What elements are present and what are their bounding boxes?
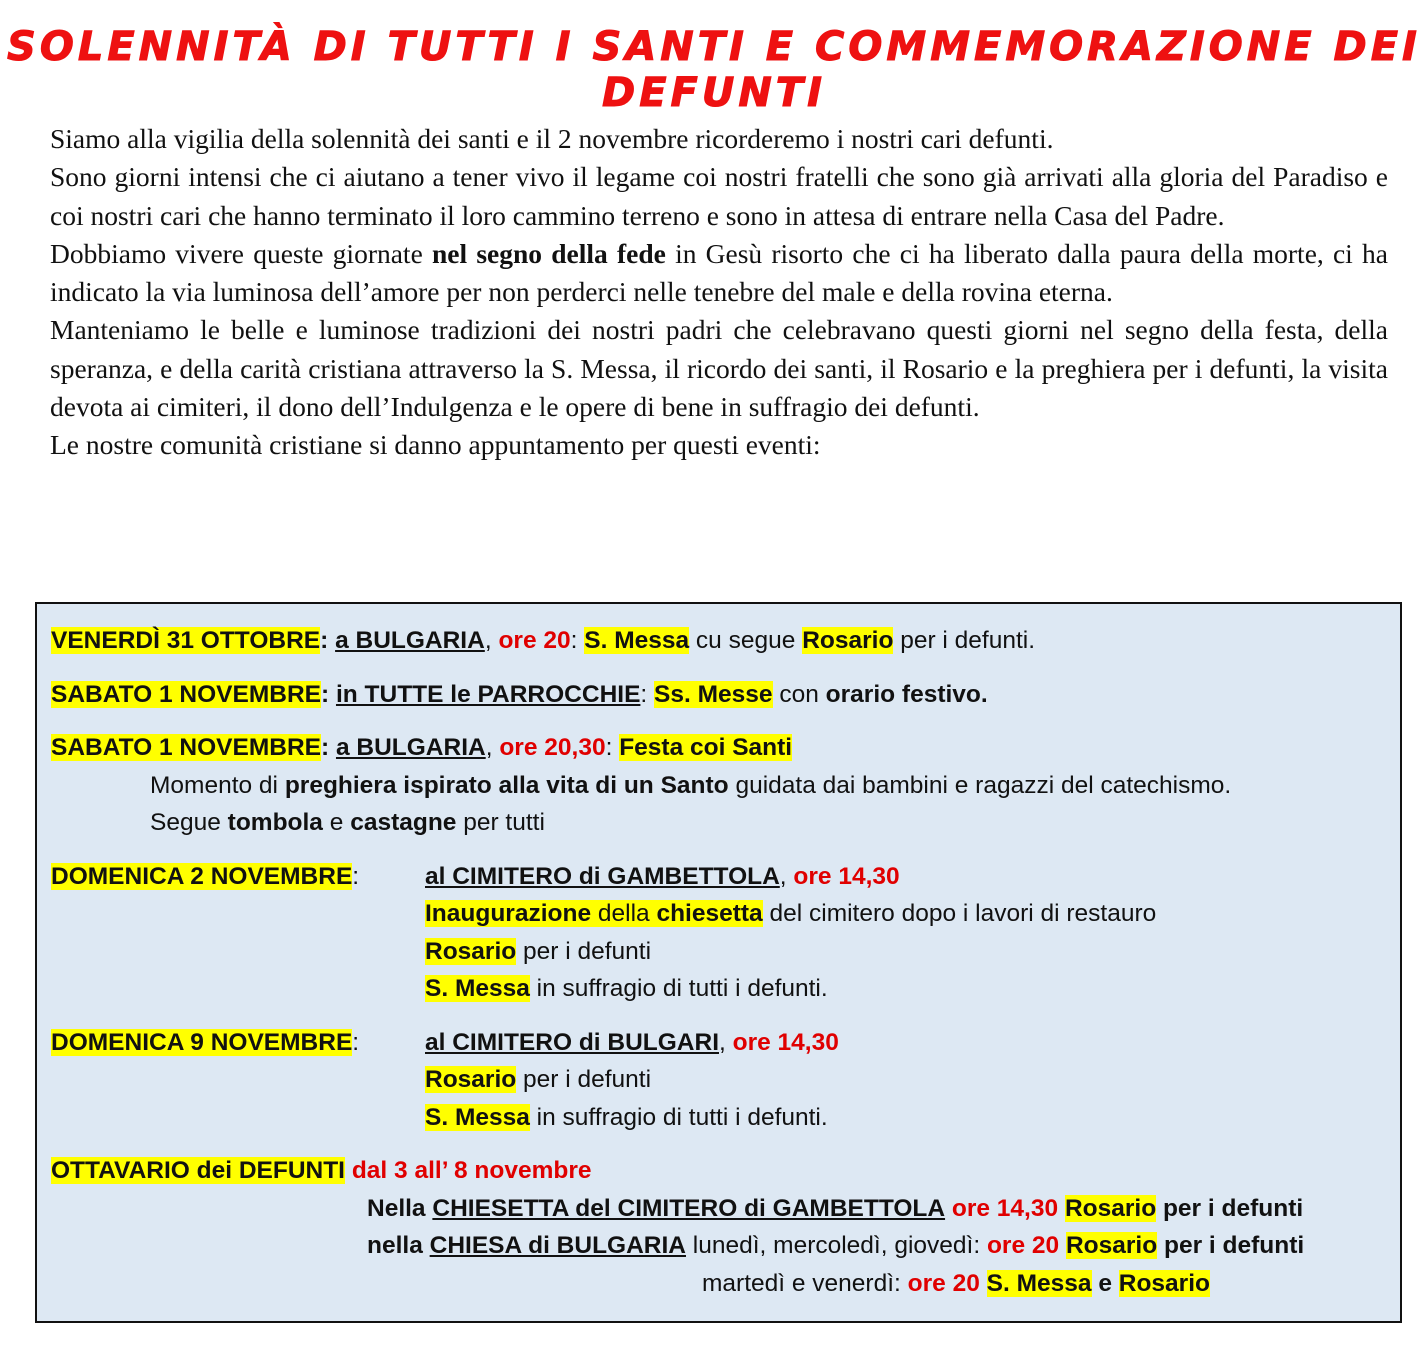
event-time: ore 14,30 (732, 1028, 839, 1056)
event-place: in TUTTE le PARROCCHIE (335, 680, 641, 708)
event-dates: dal 3 all’ 8 novembre (351, 1157, 592, 1184)
event-mass: Ss. Messe (654, 680, 773, 708)
event-ottavario (51, 1152, 1390, 1302)
detail-bold: Rosario (425, 937, 517, 965)
detail-time: ore 14,30 (951, 1194, 1059, 1222)
detail-bold: castagne (350, 809, 457, 836)
event-detail-line (51, 767, 1390, 805)
event-saturday-1-november-festa: SABATO 1 NOVEMBRE: a BULGARIA, ore 20,30: Festa coi Santi Momento di preghiera ispirato alla vita di un Santo guidata dai bambini e ragazzi del catechismo. Segue tombola e castagne per tutti (51, 729, 1390, 842)
detail-text: e (322, 809, 351, 836)
event-detail-line (51, 933, 1390, 971)
event-saturday-1-november-masses: SABATO 1 NOVEMBRE: in TUTTE le PARROCCHIE: Ss. Messe con orario festivo. (51, 680, 988, 708)
detail-text: per i defunti (516, 1066, 652, 1093)
event-day: SABATO 1 NOVEMBRE (51, 734, 321, 761)
detail-text: e (1091, 1269, 1119, 1297)
detail-time: ore 20 (907, 1269, 980, 1297)
event-sunday-2-november: DOMENICA 2 NOVEMBRE: al CIMITERO di GAMBETTOLA, ore 14,30 Inaugurazione della chiesetta del cimitero dopo i lavori di restauro Rosario per i defunti S. Messa in suffragio di tutti i defunti. (51, 858, 1390, 1008)
event-time: ore 14,30 (793, 862, 900, 890)
detail-bold: preghiera ispirato alla vita di un Santo (284, 771, 729, 799)
detail-text: della (591, 900, 657, 927)
detail-bold: S. Messa (425, 975, 530, 1002)
detail-bold: Rosario (1064, 1194, 1157, 1222)
event-detail-line (51, 1190, 1390, 1228)
detail-bold: S. Messa (986, 1269, 1092, 1297)
detail-text: martedì e venerdì: (702, 1269, 908, 1297)
detail-bold: S. Messa (425, 1103, 530, 1131)
intro-p3-bold: nel segno della fede (432, 237, 666, 269)
event-detail-line (51, 1265, 1390, 1303)
event-detail-line (51, 1061, 1390, 1099)
event-time: ore 20 (498, 627, 571, 654)
detail-bold: Rosario (425, 1066, 517, 1093)
event-detail-line (51, 804, 1390, 842)
detail-text: in suffragio di tutti i defunti. (529, 975, 828, 1002)
detail-text: Segue (150, 809, 228, 836)
detail-text: per i defunti (1157, 1232, 1305, 1259)
event-detail-line (51, 1099, 1390, 1137)
event-place: al CIMITERO di BULGARI (425, 1028, 719, 1056)
detail-text: in suffragio di tutti i defunti. (529, 1103, 828, 1131)
detail-text: Momento di (150, 771, 285, 799)
event-text-end: per i defunti. (893, 627, 1036, 654)
detail-text: Nella (367, 1194, 433, 1222)
event-detail-line (51, 1227, 1390, 1265)
detail-text: guidata dai bambini e ragazzi del catechismo. (728, 771, 1232, 799)
event-friday-31-october: VENERDÌ 31 OTTOBRE: a BULGARIA, ore 20: S. Messa cu segue Rosario per i defunti. (51, 627, 1036, 654)
detail-text: per i defunti (516, 937, 652, 965)
event-day: DOMENICA 2 NOVEMBRE (51, 862, 353, 890)
detail-bold: Rosario (1118, 1269, 1210, 1297)
intro-paragraph-4: Manteniamo le belle e luminose tradizioni dei nostri padri che celebravano questi giorni nel segno della festa, della speranza, e della carità cristiana attraverso la S. Messa, il ricordo dei santi, il Rosario e la preghiera per i defunti, la visita devota ai cimiteri, il dono dell’Indulgenza e le opere di bene in suffragio dei defunti. (50, 314, 1388, 423)
event-day: DOMENICA 9 NOVEMBRE (51, 1028, 353, 1056)
event-day: VENERDÌ 31 OTTOBRE (51, 627, 321, 654)
intro-paragraph-2: Sono giorni intensi che ci aiutano a tener vivo il legame coi nostri fratelli che sono già arrivati alla gloria del Paradiso e coi nostri cari che hanno terminato il loro cammino terreno e sono in attesa di entrare nella Casa del Padre. (50, 161, 1388, 231)
detail-text: per tutti (456, 809, 545, 836)
intro-text (50, 120, 1388, 465)
event-place: a BULGARIA (335, 627, 485, 654)
detail-text: del cimitero dopo i lavori di restauro (762, 900, 1157, 927)
intro-paragraph-1: Siamo alla vigilia della solennità dei santi e il 2 novembre ricorderemo i nostri cari defunti. (50, 123, 1054, 154)
intro-paragraph-5: Le nostre comunità cristiane si danno appuntamento per questi eventi: (50, 429, 821, 461)
event-text: cu segue (689, 627, 803, 654)
schedule-box (35, 602, 1402, 1323)
event-rosary: Rosario (802, 627, 894, 654)
intro-paragraph-3 (50, 235, 1388, 312)
detail-bold: tombola (227, 809, 323, 836)
event-day: SABATO 1 NOVEMBRE (51, 680, 321, 708)
detail-place: CHIESA di BULGARIA (429, 1232, 686, 1259)
event-place: al CIMITERO di GAMBETTOLA (425, 862, 780, 890)
event-text: con (772, 680, 826, 708)
event-text-end: orario festivo. (825, 680, 988, 708)
event-mass: S. Messa (584, 627, 690, 654)
intro-p3-end: in Gesù risorto che ci ha liberato dalla paura della morte, ci ha indicato la via luminosa dell’amore per non perderci nelle tenebre del male e della rovina eterna. (50, 237, 1388, 308)
event-sunday-9-november: DOMENICA 9 NOVEMBRE: al CIMITERO di BULGARI, ore 14,30 Rosario per i defunti S. Messa in suffragio di tutti i defunti. (51, 1024, 1390, 1137)
detail-text: lunedì, mercoledì, giovedì: (685, 1232, 987, 1259)
intro-p3-start: Dobbiamo vivere queste giornate (50, 237, 432, 269)
detail-text: per i defunti (1156, 1194, 1304, 1222)
event-place: a BULGARIA (335, 734, 486, 761)
detail-bold: Inaugurazione (425, 900, 592, 927)
page-title: SOLENNITÀ DI TUTTI I SANTI E COMMEMORAZIONE DEI DEFUNTI (7, 24, 1421, 116)
event-time: ore 20,30 (499, 734, 606, 761)
detail-place: CHIESETTA del CIMITERO di GAMBETTOLA (432, 1194, 946, 1222)
detail-bold: Rosario (1065, 1232, 1158, 1259)
event-detail-line (51, 895, 1390, 933)
detail-time: ore 20 (986, 1232, 1060, 1259)
event-title: OTTAVARIO dei DEFUNTI (51, 1157, 345, 1184)
event-festa: Festa coi Santi (619, 734, 793, 761)
event-detail-line (51, 970, 1390, 1008)
detail-bold: chiesetta (656, 900, 763, 927)
detail-text: nella (367, 1232, 430, 1259)
